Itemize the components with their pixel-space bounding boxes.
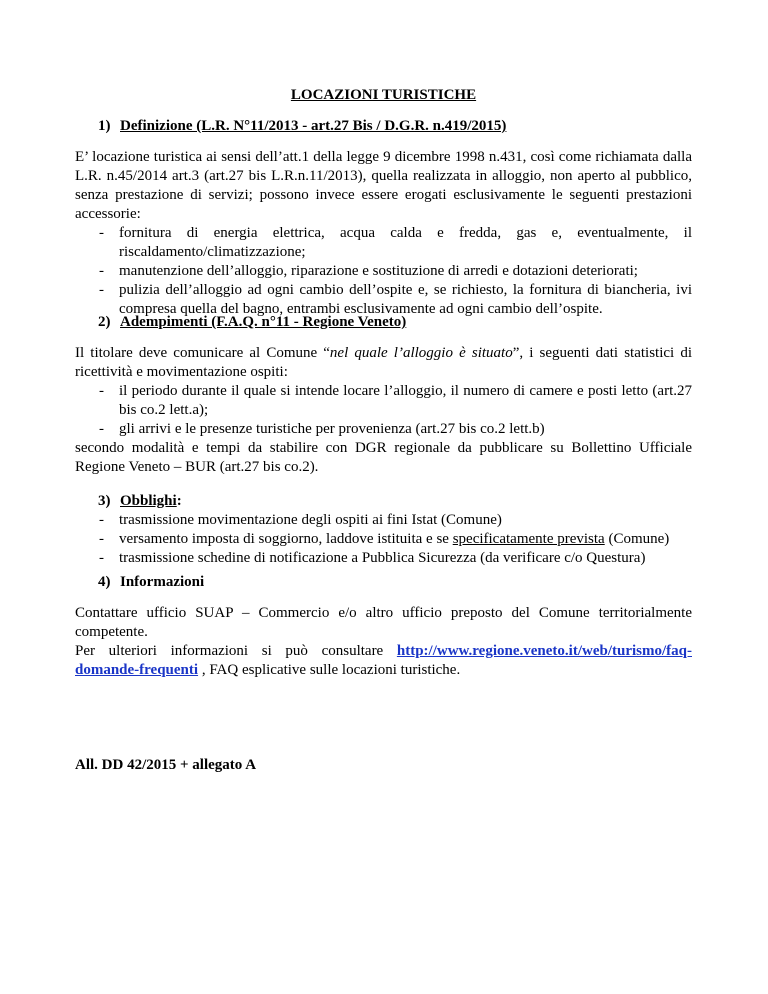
section-4-body bbox=[75, 604, 692, 680]
list-item: - trasmissione movimentazione degli ospiti ai fini Istat (Comune) bbox=[75, 511, 692, 530]
section-4-line2: Per ulteriori informazioni si può consultare http://www.regione.veneto.it/web/turismo/faq-domande-frequenti , FAQ esplicative sulle locazioni turistiche. bbox=[75, 643, 692, 678]
section-3-list bbox=[75, 511, 692, 568]
section-2-quote: nel quale l’alloggio è situato bbox=[329, 345, 513, 361]
section-1-heading bbox=[98, 117, 506, 136]
section-1-list bbox=[75, 224, 692, 319]
section-2-number: 2) bbox=[98, 314, 111, 330]
section-4-line1: Contattare ufficio SUAP – Commercio e/o altro ufficio preposto del Comune territorialmente competente. bbox=[75, 605, 692, 640]
list-item: - trasmissione schedine di notificazione a Pubblica Sicurezza (da verificare c/o Questura) bbox=[75, 549, 692, 568]
section-4-heading bbox=[98, 573, 204, 592]
section-2-intro: Il titolare deve comunicare al Comune “nel quale l’alloggio è situato”, i seguenti dati statistici di ricettività e movimentazione ospiti: bbox=[75, 345, 692, 380]
section-2-outro: secondo modalità e tempi da stabilire con DGR regionale da pubblicare su Bollettino Ufficiale Regione Veneto – BUR (art.27 bis co.2). bbox=[75, 440, 692, 475]
section-3-heading: 3) Obblighi: bbox=[98, 493, 182, 509]
section-1-title: Definizione (L.R. N°11/2013 - art.27 Bis / D.G.R. n.419/2015) bbox=[120, 118, 507, 134]
list-item: - versamento imposta di soggiorno, laddove istituita e se specificatamente prevista (Comune) bbox=[75, 530, 692, 549]
section-1-body bbox=[75, 148, 692, 319]
section-2-title: Adempimenti (F.A.Q. n°11 - Regione Veneto) bbox=[120, 314, 407, 330]
list-item: - pulizia dell’alloggio ad ogni cambio dell’ospite e, se richiesto, la fornitura di biancheria, ivi compresa quella del bagno, entrambi esclusivamente ad ogni cambio dell’ospite. bbox=[75, 281, 692, 319]
faq-link[interactable]: http://www.regione.veneto.it/web/turismo/faq-domande-frequenti bbox=[75, 643, 692, 678]
underlined-text: specificatamente prevista bbox=[452, 531, 605, 547]
section-1-intro: E’ locazione turistica ai sensi dell’att.1 della legge 9 dicembre 1998 n.431, così come richiamata dalla L.R. n.45/2014 art.3 (art.27 bis L.R.n.11/2013), quella realizzata in alloggio, non aperto al pubblico, senza prestazione di servizi; possono invece essere erogati esclusivamente le seguenti prestazioni accessorie: bbox=[75, 149, 692, 222]
attachment-note: All. DD 42/2015 + allegato A bbox=[75, 757, 257, 773]
section-4-number: 4) bbox=[98, 574, 111, 590]
section-3-title: Obblighi bbox=[120, 493, 177, 509]
section-1-number: 1) bbox=[98, 118, 111, 134]
section-4-title: Informazioni bbox=[120, 574, 205, 590]
list-item: - fornitura di energia elettrica, acqua calda e fredda, gas e, eventualmente, il riscaldamento/climatizzazione; bbox=[75, 224, 692, 262]
list-item: - manutenzione dell’alloggio, riparazione e sostituzione di arredi e dotazioni deteriorati; bbox=[75, 262, 692, 281]
section-2-body bbox=[75, 344, 692, 477]
list-item: - il periodo durante il quale si intende locare l’alloggio, il numero di camere e posti letto (art.27 bis co.2 lett.a); bbox=[75, 382, 692, 420]
section-3-number: 3) bbox=[98, 493, 111, 509]
page-title: LOCAZIONI TURISTICHE bbox=[290, 87, 477, 103]
list-item: - gli arrivi e le presenze turistiche per provenienza (art.27 bis co.2 lett.b) bbox=[75, 420, 692, 439]
section-2-list bbox=[75, 382, 692, 439]
section-2-heading bbox=[98, 313, 406, 332]
